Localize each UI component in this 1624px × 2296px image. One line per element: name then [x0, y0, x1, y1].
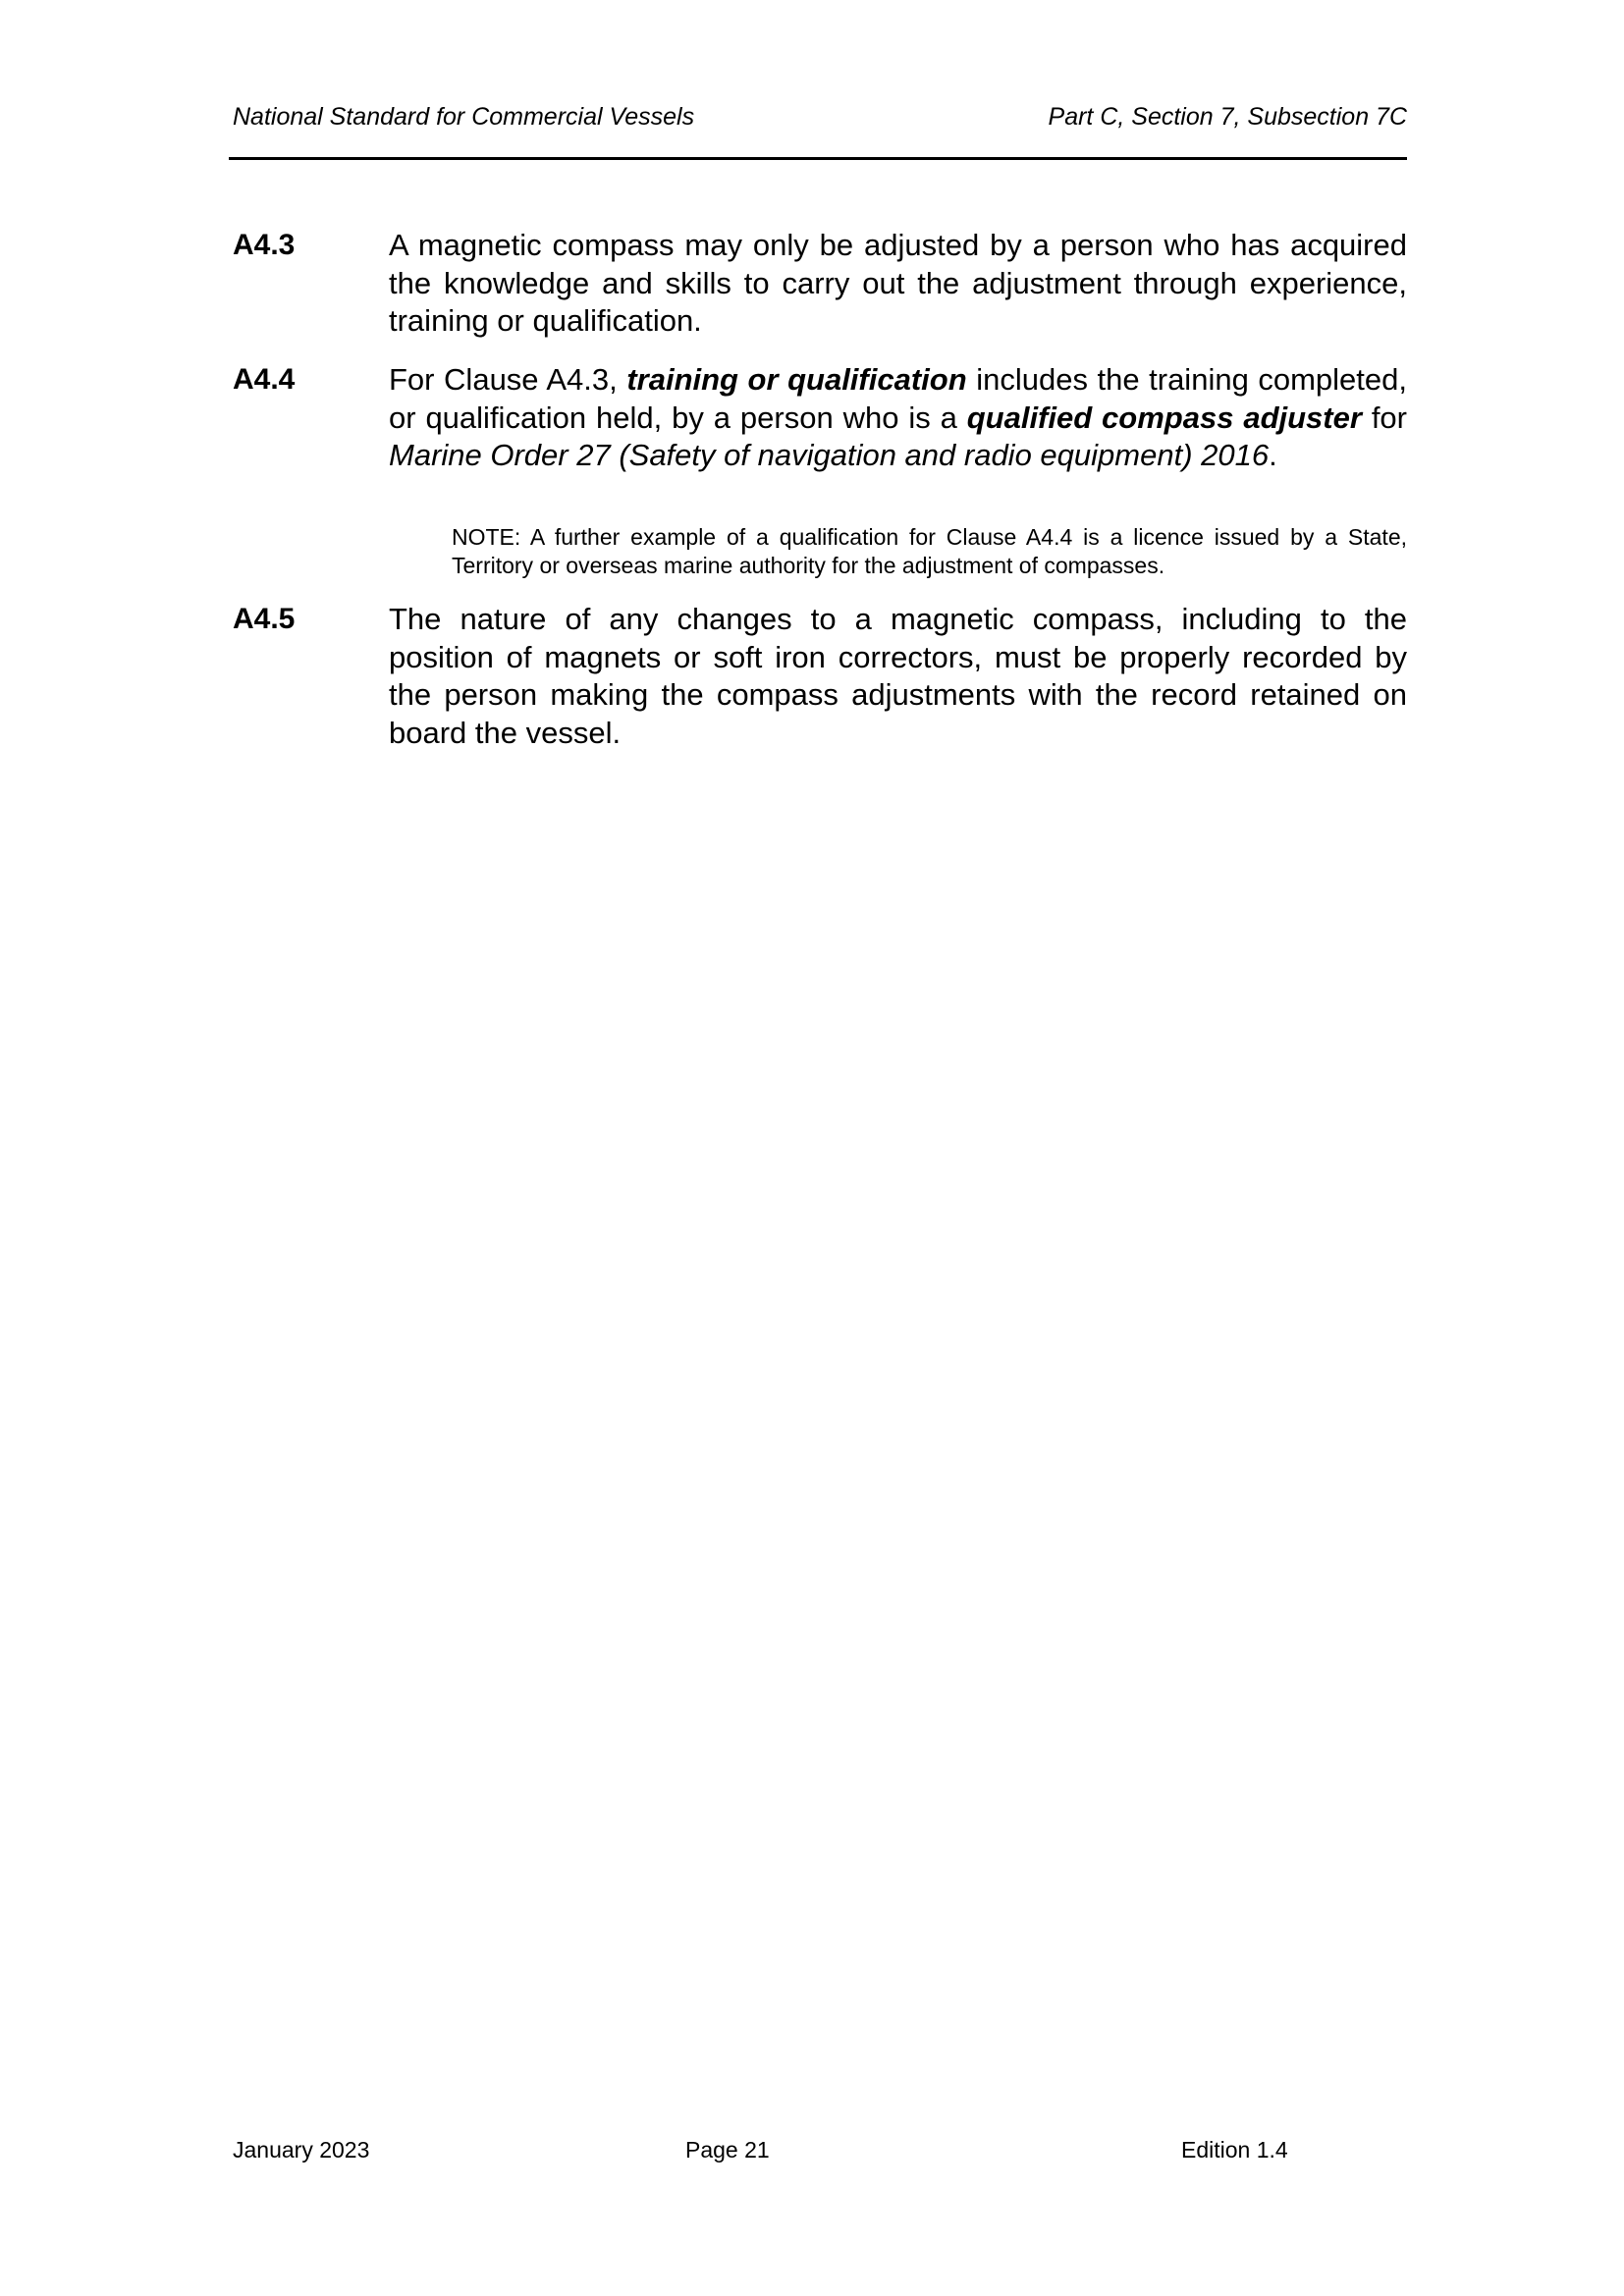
- clause-text-part: .: [1269, 438, 1277, 472]
- clause-text: [389, 361, 1407, 475]
- clause-number: A4.5: [233, 603, 296, 635]
- clause-note: NOTE: A further example of a qualification for Clause A4.4 is a licence issued by a State, Territory or overseas marine authority for the adjustment of compasses.: [452, 524, 1407, 578]
- header-divider: [229, 157, 1407, 160]
- clause-text-part: for: [1361, 400, 1407, 435]
- clause-number: A4.3: [233, 229, 296, 261]
- clause-text: The nature of any changes to a magnetic compass, including to the position of magnets or soft iron correctors, must be properly recorded by the person making the compass adjustments with the record retained on board the vessel.: [389, 602, 1407, 750]
- defined-term: training or qualification: [626, 362, 967, 397]
- legislation-citation: Marine Order 27 (Safety of navigation and radio equipment) 2016: [389, 438, 1270, 472]
- footer-page-number: Page 21: [685, 2137, 770, 2163]
- header-section-reference: Part C, Section 7, Subsection 7C: [1048, 103, 1407, 131]
- clause-number: A4.4: [233, 363, 296, 396]
- clause-text-part: For Clause A4.3,: [389, 362, 627, 397]
- defined-term: qualified compass adjuster: [966, 400, 1362, 435]
- page-header: [233, 100, 1407, 133]
- header-document-title: National Standard for Commercial Vessels: [233, 103, 695, 131]
- clause-text-part: includes the training completed, or qualification held, by a person who is a: [389, 362, 1407, 435]
- footer-date: January 2023: [233, 2137, 370, 2163]
- footer-edition: Edition 1.4: [1181, 2137, 1288, 2163]
- clause-text: A magnetic compass may only be adjusted by a person who has acquired the knowledge and skills to carry out the adjustment through experience, training or qualification.: [389, 228, 1407, 338]
